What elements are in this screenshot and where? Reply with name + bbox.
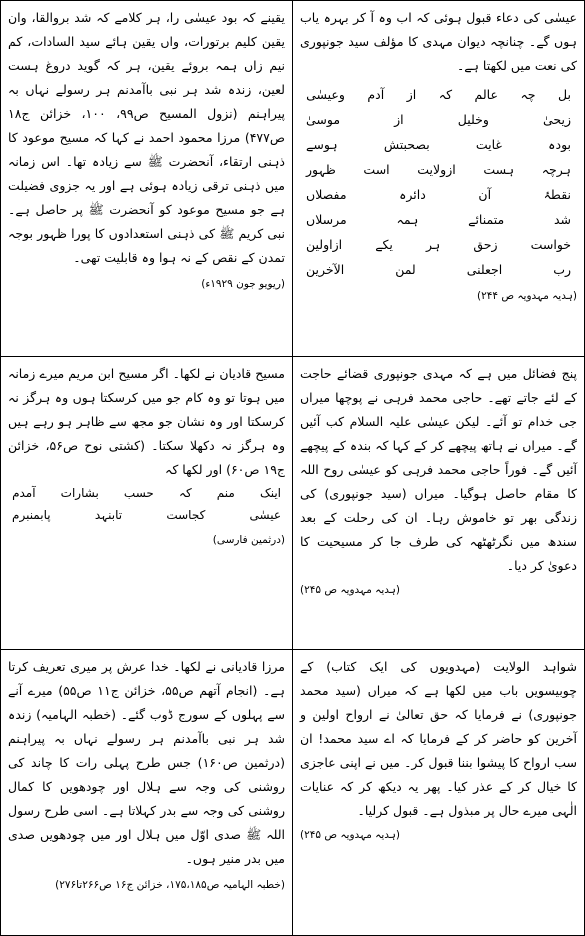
verse-line (300, 157, 577, 182)
verse-word: از (394, 112, 404, 127)
verse-line (300, 207, 577, 232)
verse-word: است (363, 162, 390, 177)
verse-word: ہمہ (396, 212, 419, 227)
verse-line (300, 232, 577, 257)
verse-line (8, 504, 285, 526)
verse-word: از (406, 87, 417, 102)
verse-word: بل (558, 87, 571, 102)
verse-word: بودہ (548, 137, 571, 152)
paragraph: مرزا قادیانی نے لکھا۔ خدا عرش پر میری تعریف کرتا ہے۔ (انجام آتھم ص۵۵، خزائن ج۱۱ ص۵۵) میرے آنے سے پہلوں کے سورج ڈوب گئے۔ (خطبہ الہامیہ) زندہ شد ہر نبی باآمدنم ہر رسولے نہاں بہ پیراہنم (درثمین ص۱۶۰) جس طرح پہلی رات کا چاند کی روشنی کی وجہ سے ہلال اور چودھویں کا کمال روشنی کی وجہ سے بدر کہلاتا ہے۔ اسی طرح رسول اللہ ﷺ صدی اوّل میں ہلال اور میں چودھویں صدی میں بدر منیر ہوں۔ (8, 659, 285, 866)
verse-word: نقطۂ (543, 187, 571, 202)
cell-l1 (1, 1, 292, 357)
verse-word: عیسٰی (249, 508, 281, 522)
verse-block (300, 82, 577, 282)
citation: (ہدیہ مہدویہ ص ۲۴۵) (300, 829, 401, 841)
verse-word: متمنائے (468, 212, 505, 227)
verse-word: لمن (395, 262, 416, 277)
verse-word: کہ (178, 486, 192, 500)
verse-line (300, 82, 577, 107)
verse-line (8, 482, 285, 504)
cell-r3 (292, 650, 584, 935)
verse-word: مفصلاں (306, 187, 347, 202)
verse-word: یکے (375, 237, 393, 252)
verse-word: آمدم (12, 486, 36, 500)
verse-word: پابمنبرم (12, 508, 51, 522)
verse-word: حسب (123, 486, 154, 500)
verse-word: ظہور (306, 162, 336, 177)
verse-word: کجاست (166, 508, 206, 522)
verse-word: ہست (483, 162, 515, 177)
verse-line (300, 107, 577, 132)
verse-word: ہرچہ (541, 162, 571, 177)
citation: (خطبہ الہامیہ ص۱۷۵،۱۸۵، خزائن ج۱۶ ص۲۶۶تا۲۷۶) (55, 879, 285, 891)
cell-l2 (1, 357, 292, 650)
verse-word: ازاولین (306, 237, 343, 252)
cell-l3 (1, 650, 292, 935)
verse-word: زیحیٰ (542, 112, 571, 127)
verse-word: مرسلاں (306, 212, 347, 227)
verse-line (300, 257, 577, 282)
verse-word: بشارات (60, 486, 99, 500)
verse-word: زحق (473, 237, 498, 252)
verse-line (300, 132, 577, 157)
verse-word: رب (553, 262, 571, 277)
paragraph: شواہد الولایت (مہدویوں کی ایک کتاب) کے چوبیسویں باب میں لکھا ہے کہ میراں (سید محمد جونپوری) نے فرمایا کہ حق تعالیٰ نے ارواح اولین و آخرین کو حاضر کر کے فرمایا کہ اے سید محمد! ان سب ارواح کا پیشوا بننا قبول کر۔ میں نے اپنی عاجزی کا خیال کر کے عذر کیا۔ پھر یہ دیکھ کر کہ عنایات الٰہی میرے حال پر مبذول ہے۔ قبول کرلیا۔ (300, 659, 577, 818)
verse-word: کہ (438, 87, 453, 102)
citation: (درثمین فارسی) (212, 534, 285, 546)
paragraph: عیسٰی کی دعاء قبول ہوئی کہ اب وہ آ کر بہرہ یاب ہوں گے۔ چنانچہ دیوان مہدی کا مؤلف سید جونپوری کی نعت میں لکھتا ہے۔ (300, 10, 577, 73)
verse-word: ازولایت (417, 162, 456, 177)
citation: (ریویو جون ۱۹۲۹ء) (201, 278, 285, 290)
verse-word: غایت (475, 137, 502, 152)
cell-r1 (292, 1, 584, 357)
verse-word: خواست (530, 237, 571, 252)
verse-word: وخلیل (457, 112, 489, 127)
verse-word: آن (478, 187, 492, 202)
verse-word: ہوسے (306, 137, 338, 152)
verse-word: بصحبتش (383, 137, 430, 152)
citation: (ہدیہ مہدویہ ص ۲۴۵) (300, 584, 401, 596)
verse-word: منم (216, 486, 235, 500)
paragraph: یقینے کہ بود عیسٰی را، ہر کلامے کہ شد بروالقا، وان یقین کلیم برتورات، واں یقین ہائے سید السادات، کم نیم زاں ہمہ بروئے یقین، ہر کہ گوید دروغ ہست لعین، زندہ شد ہر نبی باآمدنم ہر رسولے نہاں بہ پیراہنم (نزول المسیح ص۹۹، ۱۰۰، خزائن ج۱۸ ص۴۷۷) مرزا محمود احمد نے کہا کہ مسیح موعود کا ذہنی ارتقاء، آنحضرت ﷺ سے زیادہ تھا۔ اس زمانہ میں ذہنی ترقی زیادہ ہوئی ہے اور یہ جزوی فضیلت ہے جو مسیح موعود کو آنحضرت ﷺ پر حاصل ہے۔ نبی کریم ﷺ کی ذہنی استعدادوں کا پورا ظہور بوجہ تمدن کے نقص کے نہ ہوا وہ قابلیت تھی۔ (8, 10, 285, 265)
verse-word: اینک (259, 486, 281, 500)
verse-word: دائرہ (399, 187, 426, 202)
verse-word: موسیٰ (306, 112, 341, 127)
verse-word: الآخرین (306, 262, 345, 277)
verse-word: وعیسٰی (306, 87, 345, 102)
verse-word: عالم (474, 87, 498, 102)
paragraph: مسیح قادیان نے لکھا۔ اگر مسیح ابن مریم میرے زمانہ میں ہوتا تو وہ کام جو میں کرسکتا ہوں وہ ہرگز نہ کرسکتا اور وہ نشان جو مجھ سے ظاہر ہو رہے ہیں وہ ہرگز نہ دکھلا سکتا۔ (کشتی نوح ص۵۶، خزائن ج۱۹ ص۶۰) اور لکھا کہ (8, 366, 285, 477)
verse-word: شد (553, 212, 571, 227)
verse-line (300, 182, 577, 207)
verse-word: چہ (520, 87, 536, 102)
cell-r2 (292, 357, 584, 650)
paragraph: پنج فضائل میں ہے کہ مہدی جونپوری قضائے حاجت کے لئے جاتے تھے۔ حاجی محمد فرہی نے پوچھا میراں جی خدام تو آئے۔ لیکن عیسٰی علیہ السلام کب آئیں گے۔ میراں نے ہاتھ پیچھے کر کے کہا کہ بندہ کے پیچھے آئیں گے۔ فوراً حاجی محمد فرہی کو عیسٰی روح اللہ کا مقام حاصل ہوگیا۔ میراں (سید جونپوری) کی زندگی بھر تو خاموش رہا۔ ان کی رحلت کے بعد سندھ میں نگرٹھٹھہ کی طرف جا کر مسیحیت کا دعویٰ کر دیا۔ (300, 366, 577, 573)
verse-word: تابنہد (94, 508, 123, 522)
verse-word: ہر (426, 237, 441, 252)
verse-word: آدم (367, 87, 385, 102)
verse-word: اجعلنی (466, 262, 503, 277)
citation: (ہدیہ مہدویہ ص ۲۴۴) (476, 290, 577, 302)
